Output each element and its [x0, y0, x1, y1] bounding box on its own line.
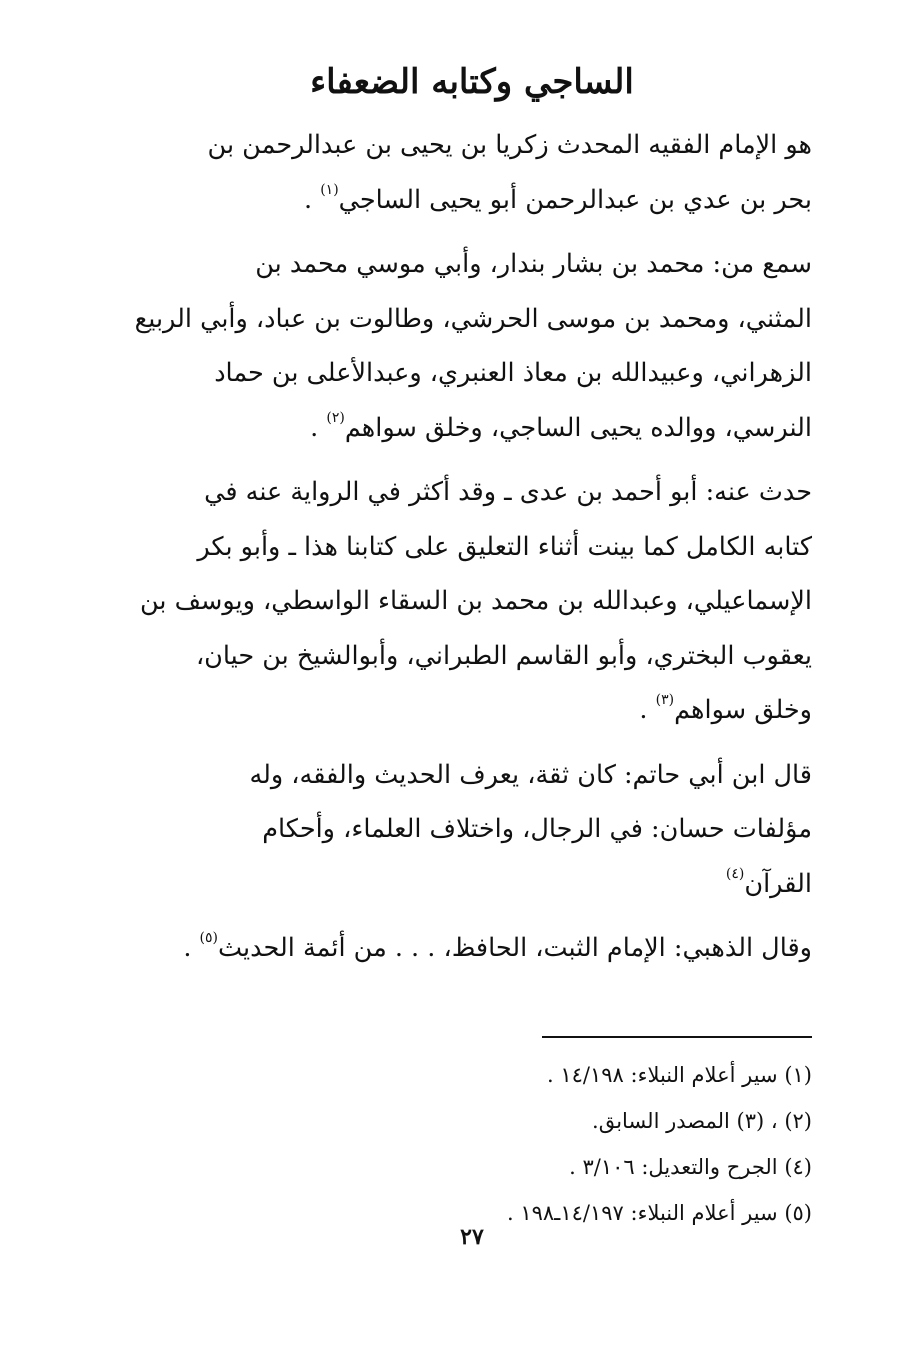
- text-line: سمع من: محمد بن بشار بندار، وأبي موسي محمد بن: [255, 249, 812, 279]
- footnote-item: (٢) ، (٣) المصدر السابق.: [592, 1108, 812, 1133]
- text-line: بحر بن عدي بن عبدالرحمن أبو يحيى الساجي: [338, 184, 812, 215]
- paragraph-biography: [132, 118, 812, 227]
- text-line-last: [132, 921, 812, 976]
- page-title: الساجي وكتابه الضعفاء: [310, 62, 634, 102]
- text-line-last: [132, 857, 812, 912]
- paragraph-teachers: [132, 237, 812, 455]
- footnote-reference[interactable]: (٣): [655, 692, 675, 708]
- paragraph-ibn-abi-hatim: [132, 748, 812, 912]
- text-line-last: [132, 401, 812, 456]
- line-end: .: [183, 933, 200, 963]
- footnote-reference[interactable]: (٥): [199, 930, 219, 946]
- text-line: وقال الذهبي: الإمام الثبت، الحافظ، . . . من أئمة الحديث: [218, 933, 812, 963]
- footnotes: [132, 1052, 812, 1236]
- footnote-item: (١) سير أعلام النبلاء: ١٤/١٩٨ .: [546, 1062, 812, 1087]
- text-line-last: [132, 683, 812, 738]
- text-line: النرسي، ووالده يحيى الساجي، وخلق سواهم: [344, 412, 812, 443]
- text-line: الزهراني، وعبيدالله بن معاذ العنبري، وعبدالأعلى بن حماد: [214, 358, 812, 388]
- text-line: الإسماعيلي، وعبدالله بن محمد بن السقاء الواسطي، ويوسف بن: [139, 586, 812, 616]
- line-end: .: [303, 184, 321, 215]
- paragraph-students: [132, 465, 812, 738]
- text-line: القرآن: [744, 868, 812, 899]
- text-line: قال ابن أبي حاتم: كان ثقة، يعرف الحديث والفقه، وله: [249, 759, 812, 790]
- text-line: كتابه الكامل كما بينت أثناء التعليق على كتابنا هذا ـ وأبو بكر: [197, 531, 812, 562]
- footnote-reference[interactable]: (٢): [326, 409, 345, 426]
- footnote-item: (٥) سير أعلام النبلاء: ١٤/١٩٧ـ١٩٨ .: [506, 1200, 812, 1225]
- text-line: يعقوب البختري، وأبو القاسم الطبراني، وأبوالشيخ بن حيان،: [195, 640, 812, 671]
- text-line: حدث عنه: أبو أحمد بن عدى ـ وقد أكثر في الرواية عنه في: [204, 477, 812, 507]
- page-number: ٢٧: [460, 1224, 484, 1250]
- text-line: مؤلفات حسان: في الرجال، واختلاف العلماء، وأحكام: [262, 814, 812, 844]
- line-end: .: [639, 695, 656, 725]
- book-page: [132, 52, 812, 1312]
- footnote-item: (٤) الجرح والتعديل: ٣/١٠٦ .: [569, 1154, 812, 1179]
- paragraph-dhahabi: [132, 921, 812, 976]
- text-line-last: [132, 173, 812, 228]
- text-line: وخلق سواهم: [674, 695, 812, 725]
- footnote-reference[interactable]: (١): [320, 181, 339, 198]
- footnote-reference[interactable]: (٤): [725, 865, 745, 882]
- footnote-separator: [542, 1036, 812, 1038]
- text-line: هو الإمام الفقيه المحدث زكريا بن يحيى بن عبدالرحمن بن: [207, 130, 812, 160]
- line-end: .: [310, 412, 327, 443]
- text-line: المثني، ومحمد بن موسى الحرشي، وطالوت بن عباد، وأبي الربيع: [134, 303, 812, 334]
